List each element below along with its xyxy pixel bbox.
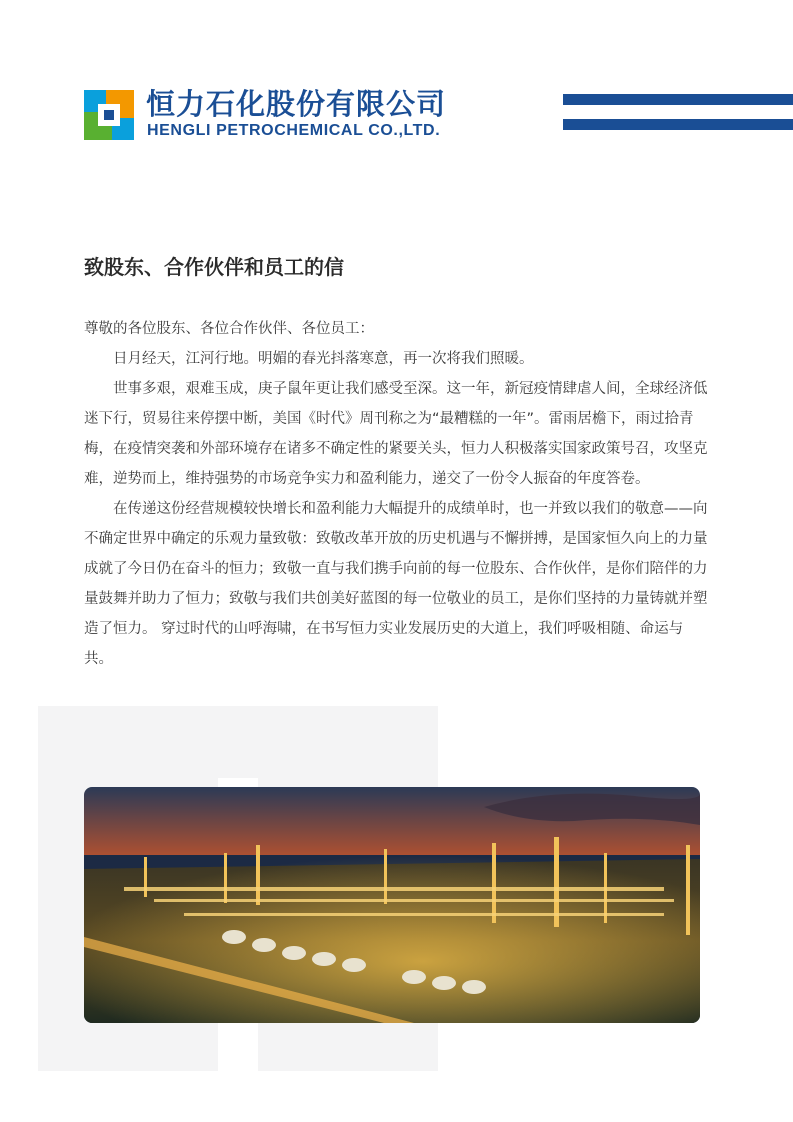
watermark-crossbar [38, 706, 438, 778]
company-name-en: HENGLI PETROCHEMICAL CO.,LTD. [147, 122, 441, 139]
header-stripe-bottom [563, 119, 793, 130]
hengli-logo-icon [84, 90, 134, 140]
page-title: 致股东、合作伙伴和员工的信 [84, 255, 344, 279]
letter-paragraph: 日月经天，江河行地。明媚的春光抖落寒意，再一次将我们照暖。 [113, 351, 534, 367]
refinery-night-photo [84, 787, 700, 1023]
letter-paragraph: 在传递这份经营规模较快增长和盈利能力大幅提升的成绩单时，也一并致以我们的敬意——向不确定世界中确定的乐观力量致敬：致敬改革开放的历史机遇与不懈拼搏，是国家恒久向上的力量成就了今日仍在奋斗的恒力；致敬一直与我们携手向前的每一位股东、合作伙伴，是你们陪伴的力量鼓舞并助力了恒力；致敬与我们共创美好蓝图的每一位敬业的员工，是你们坚持的力量铸就并塑造了恒力。 穿过时代的山呼海啸，在书写恒力实业发展历史的大道上，我们呼吸相随、命运与共。 [84, 501, 708, 667]
company-name-cn: 恒力石化股份有限公司 [146, 87, 447, 121]
letter-salutation: 尊敬的各位股东、各位合作伙伴、各位员工： [84, 321, 374, 337]
letter-paragraph: 世事多艰，艰难玉成，庚子鼠年更让我们感受至深。这一年，新冠疫情肆虐人间，全球经济低迷下行，贸易往来停摆中断，美国《时代》周刊称之为“最糟糕的一年”。雷雨居檐下，雨过拾青梅，在疫情突袭和外部环境存在诸多不确定性的紧要关头，恒力人积极落实国家政策号召，攻坚克难，逆势而上，维持强势的市场竞争实力和盈利能力，递交了一份令人振奋的年度答卷。 [84, 381, 708, 487]
letter-body [84, 314, 712, 674]
header-stripe-top [563, 94, 793, 105]
